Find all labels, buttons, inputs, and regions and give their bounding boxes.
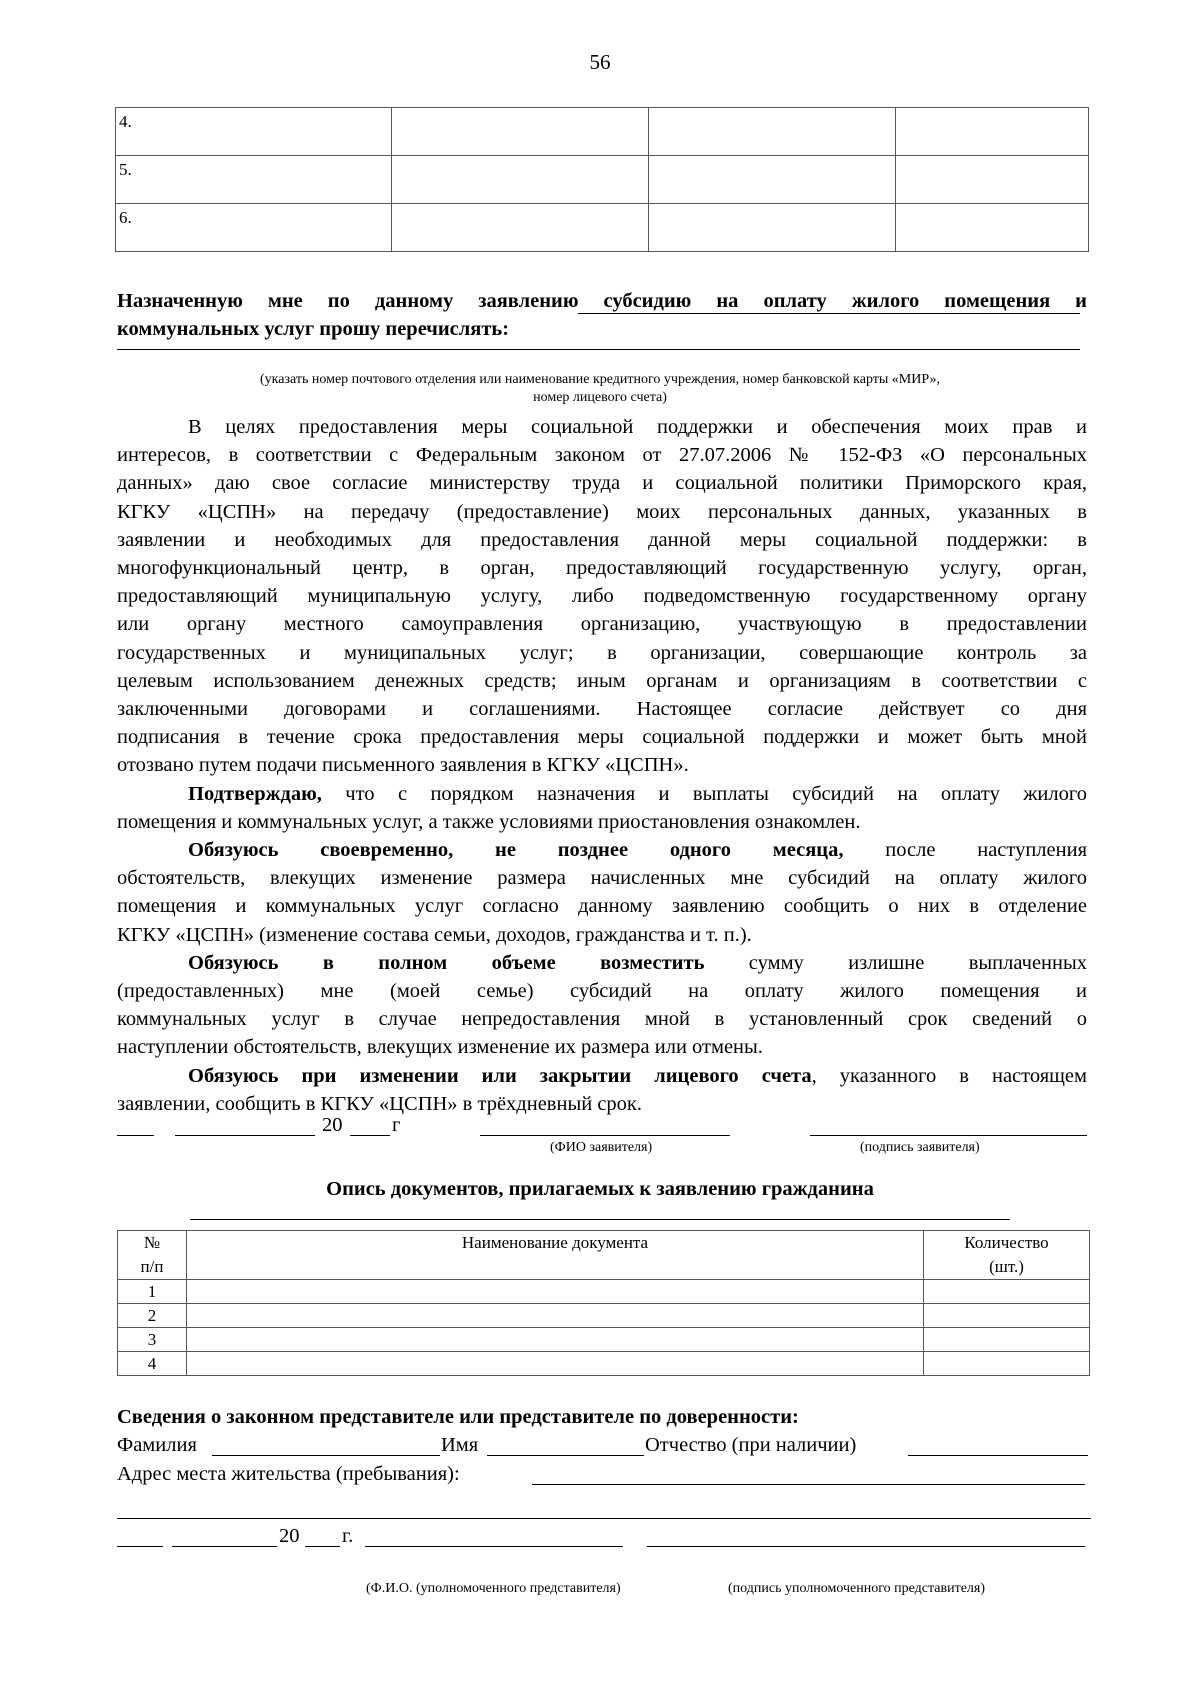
year-suffix: г [392,1114,401,1136]
table-cell [896,108,1089,156]
row-number: 3 [118,1328,187,1352]
rep-day-blank[interactable] [117,1546,163,1547]
table-cell [896,156,1089,204]
oblige3-rest: , указанного в настоящем [811,1064,1087,1087]
transfer-line-1: Назначенную мне по данному заявлению субсидию на оплату жилого помещения и [117,290,1087,312]
header-num-2: п/п [140,1257,164,1276]
header-num [118,1231,187,1280]
header-num-1: № [143,1233,161,1252]
rep-fio-blank[interactable] [365,1546,623,1547]
consent-line: данных» даю свое согласие министерству труда и социальной политики Приморского края, [117,472,1087,495]
table-row [118,1304,1090,1328]
document-name-cell[interactable] [186,1328,923,1352]
document-name-cell[interactable] [186,1304,923,1328]
page-number: 56 [589,50,611,74]
confirm-line [117,780,1087,808]
transfer-line-2: коммунальных услуг прошу перечислять: [117,318,510,340]
household-table [115,107,1089,252]
quantity-cell[interactable] [924,1352,1090,1376]
oblige3-bold: Обязуюсь при изменении или закрытии лицевого счета [188,1064,812,1087]
consent-line: интересов, в соответствии с Федеральным законом от 27.07.2006 № 152-ФЗ «О персональных [117,444,1087,467]
consent-line: заявлении и необходимых для предоставления данной меры социальной поддержки: в [117,528,1087,551]
header-name: Наименование документа [186,1231,923,1280]
consent-line: КГКУ «ЦСПН» на передачу (предоставление) моих персональных данных, указанных в [117,500,1087,523]
oblige2-line [117,949,1087,977]
transfer-fill-line-2[interactable] [117,349,1080,350]
consent-line: заключенными договорами и соглашениями. Настоящее согласие действует со дня [117,698,1087,721]
table-cell [649,108,896,156]
rep-year-prefix: 20 [279,1525,300,1547]
table-cell [391,108,649,156]
oblige2-line: (предоставленных) мне (моей семье) субсидий на оплату жилого помещения и [117,980,1087,1003]
rep-fio-label: (Ф.И.О. (уполномоченного представителя) [366,1581,621,1596]
rep-month-blank[interactable] [172,1546,277,1547]
oblige2-rest: сумму излишне выплаченных [704,951,1088,974]
signature-blank[interactable] [810,1135,1087,1136]
address-label: Адрес места жительства (пребывания): [117,1463,460,1485]
table-cell [391,204,649,252]
rep-year-suffix: г. [342,1525,354,1547]
oblige3-line: заявлении, сообщить в КГКУ «ЦСПН» в трёхдневный срок. [117,1092,643,1115]
oblige2-bold: Обязуюсь в полном объеме возместить [188,951,705,974]
table-cell [391,156,649,204]
patronymic-blank[interactable] [908,1455,1088,1456]
table-row [118,1328,1090,1352]
row-number: 2 [118,1304,187,1328]
consent-line: подписания в течение срока предоставления меры социальной поддержки и может быть мной [117,726,1087,749]
table-row [118,1352,1090,1376]
document-name-cell[interactable] [186,1280,923,1304]
table-cell: 6. [116,204,392,252]
rep-signature-label: (подпись уполномоченного представителя) [728,1581,985,1596]
oblige1-line: КГКУ «ЦСПН» (изменение состава семьи, доходов, гражданства и т. п.). [117,923,752,946]
oblige3-line [117,1062,1087,1090]
table-row [116,108,1089,156]
name-blank[interactable] [487,1455,644,1456]
rep-signature-blank[interactable] [647,1546,1085,1547]
consent-line: или органу местного самоуправления организацию, участвующую в предоставлении [117,613,1087,636]
table-cell [896,204,1089,252]
confirm-line: помещения и коммунальных услуг, а также условиями приостановления ознакомлен. [117,810,861,833]
address-blank-2[interactable] [117,1518,1091,1519]
confirm-bold: Подтверждаю, [188,782,322,805]
consent-line: многофункциональный центр, в орган, предоставляющий государственную услугу, орган, [117,557,1087,580]
oblige1-line: помещения и коммунальных услуг согласно данному заявлению сообщить о них в отделение [117,895,1087,918]
table-cell: 5. [116,156,392,204]
consent-line: целевым использованием денежных средств; иным органам и организациям в соответствии с [117,669,1087,692]
fio-label: (ФИО заявителя) [550,1140,653,1155]
signature-label: (подпись заявителя) [860,1140,980,1155]
month-blank[interactable] [175,1135,315,1136]
consent-line: отозвано путем подачи письменного заявления в КГКУ «ЦСПН». [117,754,689,777]
transfer-fill-line[interactable] [578,313,1080,314]
year-blank[interactable] [350,1135,390,1136]
name-label: Имя [441,1434,479,1456]
table-cell [649,204,896,252]
representative-title: Сведения о законном представителе или представителе по доверенности: [117,1406,799,1428]
table-row [116,156,1089,204]
header-qty-2: (шт.) [989,1257,1024,1276]
inventory-title-underline [190,1219,1010,1220]
oblige1-line: обстоятельств, влекущих изменение размера начисленных мне субсидий на оплату жилого [117,867,1087,890]
oblige1-line [117,836,1087,864]
table-row [116,204,1089,252]
confirm-rest: что с порядком назначения и выплаты субсидий на оплату жилого [321,782,1087,805]
quantity-cell[interactable] [924,1280,1090,1304]
year-prefix: 20 [322,1114,343,1136]
row-number: 4 [118,1352,187,1376]
oblige1-bold: Обязуюсь своевременно, не позднее одного месяца, [188,839,844,862]
patronymic-label: Отчество (при наличии) [645,1434,857,1456]
address-blank[interactable] [532,1484,1085,1485]
oblige2-line: наступлении обстоятельств, влекущих изменение их размера или отмены. [117,1036,763,1059]
consent-line: государственных и муниципальных услуг; в организации, совершающие контроль за [117,641,1087,664]
header-qty-1: Количество [964,1233,1049,1252]
surname-blank[interactable] [212,1455,440,1456]
inventory-title: Опись документов, прилагаемых к заявлению гражданина [326,1178,874,1200]
row-number: 1 [118,1280,187,1304]
consent-paragraph [117,413,1087,1118]
table-row [118,1280,1090,1304]
fio-blank[interactable] [480,1135,730,1136]
transfer-hint-1: (указать номер почтового отделения или наименование кредитного учреждения, номер банковской карты «МИР», [260,372,940,387]
quantity-cell[interactable] [924,1328,1090,1352]
header-qty [924,1231,1090,1280]
oblige2-line: коммунальных услуг в случае непредоставления мной в установленный срок сведений о [117,1008,1087,1031]
document-name-cell[interactable] [186,1352,923,1376]
surname-label: Фамилия [117,1434,197,1456]
inventory-table [117,1230,1090,1376]
transfer-hint-2: номер лицевого счета) [533,390,667,405]
consent-line: предоставляющий муниципальную услугу, либо подведомственную государственному органу [117,585,1087,608]
table-cell [649,156,896,204]
table-cell: 4. [116,108,392,156]
day-blank[interactable] [117,1135,154,1136]
oblige1-rest: после наступления [843,839,1087,862]
quantity-cell[interactable] [924,1304,1090,1328]
rep-year-blank[interactable] [305,1546,340,1547]
inventory-header-row [118,1231,1090,1280]
consent-line: В целях предоставления меры социальной поддержки и обеспечения моих прав и [188,416,1087,438]
